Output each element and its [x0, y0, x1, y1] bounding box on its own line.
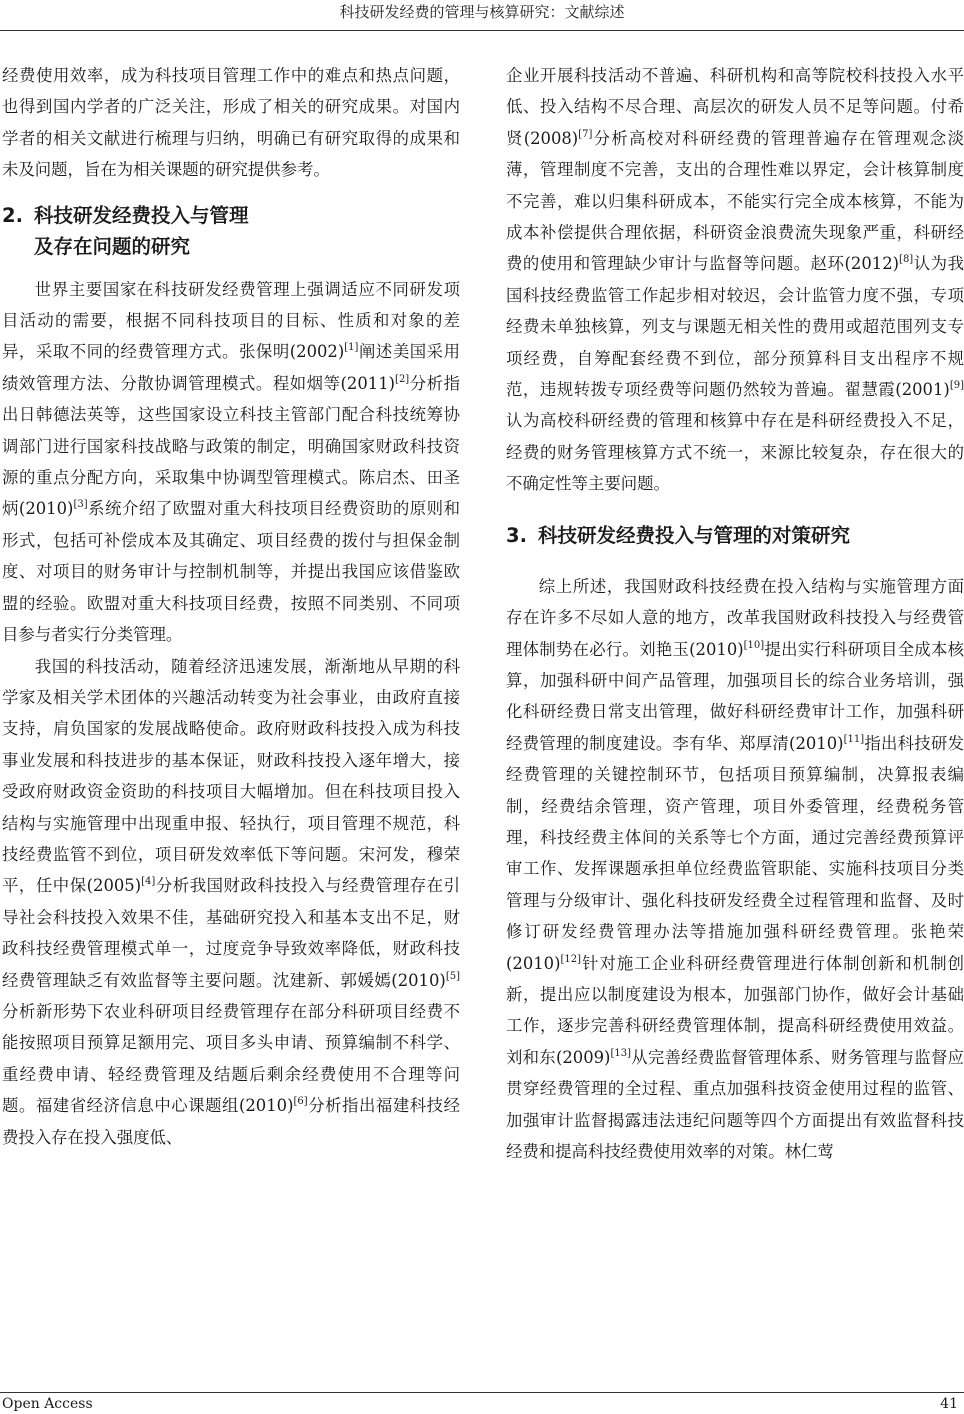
citation: [8]: [899, 254, 914, 266]
page-number: 41: [940, 1396, 958, 1412]
citation: [6]: [293, 1096, 308, 1108]
citation: [9]: [949, 380, 964, 392]
section-title-line1: 科技研发经费投入与管理: [34, 203, 249, 227]
citation: [10]: [743, 639, 765, 651]
paragraph: 企业开展科技活动不普遍、科研机构和高等院校科技投入水平低、投入结构不尽合理、高层次的研发人员不足等问题。付希贤(2008)[7]分析高校对科研经费的管理普遍存在管理观念淡薄，管理制度不完善，支出的合理性难以界定，会计核算制度不完善，难以归集科研成本，不能实行完全成本核算，不能为成本补偿提供合理依据，科研资金浪费流失现象严重，科研经费的使用和管理缺少审计与监督等问题。赵环(2012)[8]认为我国科技经费监管工作起步相对较迟，会计监管力度不强，专项经费未单独核算，列支与课题无相关性的费用或超范围列支专项经费，自筹配套经费不到位，部分预算科目支出程序不规范，违规转拨专项经费等问题仍然较为普遍。翟慧霞(2001)[9]认为高校科研经费的管理和核算中存在是科研经费投入不足，经费的财务管理核算方式不统一，来源比较复杂，存在很大的不确定性等主要问题。: [506, 66, 964, 494]
section-heading-2: [2, 200, 460, 262]
citation: [13]: [610, 1047, 631, 1059]
section-number: 2.: [2, 203, 23, 227]
paragraph: 我国的科技活动，随着经济迅速发展，渐渐地从早期的科学家及相关学术团体的兴趣活动转变为社会事业，由政府直接支持，肩负国家的发展战略使命。政府财政科技投入成为科技事业发展和科技进步的基本保证，财政科技投入逐年增大，接受政府财政资金资助的科技项目大幅增加。但在科技项目投入结构与实施管理中出现重申报、轻执行，项目管理不规范，科技经费监管不到位，项目研发效率低下等问题。宋河发，穆荣平，任中保(2005)[4]分析我国财政科技投入与经费管理存在引导社会科技投入效果不佳，基础研究投入和基本支出不足，财政科技经费管理模式单一，过度竞争导致效率降低，财政科技经费管理缺乏有效监督等主要问题。沈建新、郭媛嫣(2010)[5]分析新形势下农业科研项目经费管理存在部分科研项目经费不能按照项目预算足额用完、项目多头申请、预算编制不科学、重经费申请、轻经费管理及结题后剩余经费使用不合理等问题。福建省经济信息中心课题组(2010)[6]分析指出福建科技经费投入存在投入强度低、: [2, 656, 460, 1147]
header-rule: [0, 30, 964, 31]
footer-rule: [0, 1392, 964, 1393]
paragraph: 综上所述，我国财政科技经费在投入结构与实施管理方面存在许多不尽如人意的地方，改革我国财政科技投入与经费管理体制势在必行。刘艳玉(2010)[10]提出实行科研项目全成本核算，加强科研中间产品管理，加强项目长的综合业务培训，强化科研经费日常支出管理，做好科研经费审计工作，加强科研经费管理的制度建设。李有华、郑厚清(2010)[11]指出科技研发经费管理的关键控制环节，包括项目预算编制，决算报表编制，经费结余管理，资产管理，项目外委管理，经费税务管理，科技经费主体间的关系等七个方面，通过完善经费预算评审工作、发挥课题承担单位经费监管职能、实施科技项目分类管理与分级审计、强化科技研发经费全过程管理和监督、及时修订研发经费管理办法等措施加强科研经费管理。张艳荣(2010)[12]针对施工企业科研经费管理进行体制创新和机制创新，提出应以制度建设为根本，加强部门协作，做好会计基础工作，逐步完善科研经费管理体制，提高科研经费使用效益。刘和东(2009)[13]从完善经费监督管理体系、财务管理与监督应贯穿经费管理的全过程、重点加强科技资金使用过程的监管、加强审计监督揭露违法违纪问题等四个方面提出有效监督科技经费和提高科技经费使用效率的对策。林仁莺: [506, 576, 964, 1161]
citation: [4]: [141, 876, 156, 888]
citation: [5]: [445, 970, 460, 982]
section-heading-3: [506, 520, 964, 551]
section-title-line1: 科技研发经费投入与管理的对策研究: [538, 523, 851, 547]
paragraph: 世界主要国家在科技研发经费管理上强调适应不同研发项目活动的需要，根据不同科技项目的目标、性质和对象的差异，采取不同的经费管理方式。张保明(2002)[1]阐述美国采用绩效管理方法、分散协调管理模式。程如烟等(2011)[2]分析指出日韩德法英等，这些国家设立科技主管部门配合科技统筹协调部门进行国家科技战略与政策的制定，明确国家财政科技资源的重点分配方向，采取集中协调型管理模式。陈启杰、田圣炳(2010)[3]系统介绍了欧盟对重大科技项目经费资助的原则和形式，包括可补偿成本及其确定、项目经费的拨付与担保金制度、对项目的财务审计与控制机制等，并提出我国应该借鉴欧盟的经验。欧盟对重大科技项目经费，按照不同类别、不同项目参与者实行分类管理。: [2, 279, 460, 645]
citation: [3]: [73, 499, 88, 511]
citation: [2]: [395, 373, 410, 385]
paragraph: 经费使用效率，成为科技项目管理工作中的难点和热点问题，也得到国内学者的广泛关注，形成了相关的研究成果。对国内学者的相关文献进行梳理与归纳，明确已有研究取得的成果和未及问题，旨在为相关课题的研究提供参考。: [2, 66, 460, 180]
left-column: [2, 60, 460, 1153]
journal-name: Open Access: [2, 1396, 93, 1412]
right-column: [506, 60, 964, 1167]
running-header: 科技研发经费的管理与核算研究：文献综述: [339, 3, 625, 21]
section-title-line2: 及存在问题的研究: [34, 234, 191, 258]
citation: [1]: [344, 342, 359, 354]
section-number: 3.: [506, 523, 527, 547]
citation: [7]: [578, 128, 593, 140]
citation: [11]: [843, 733, 865, 745]
citation: [12]: [560, 953, 582, 965]
